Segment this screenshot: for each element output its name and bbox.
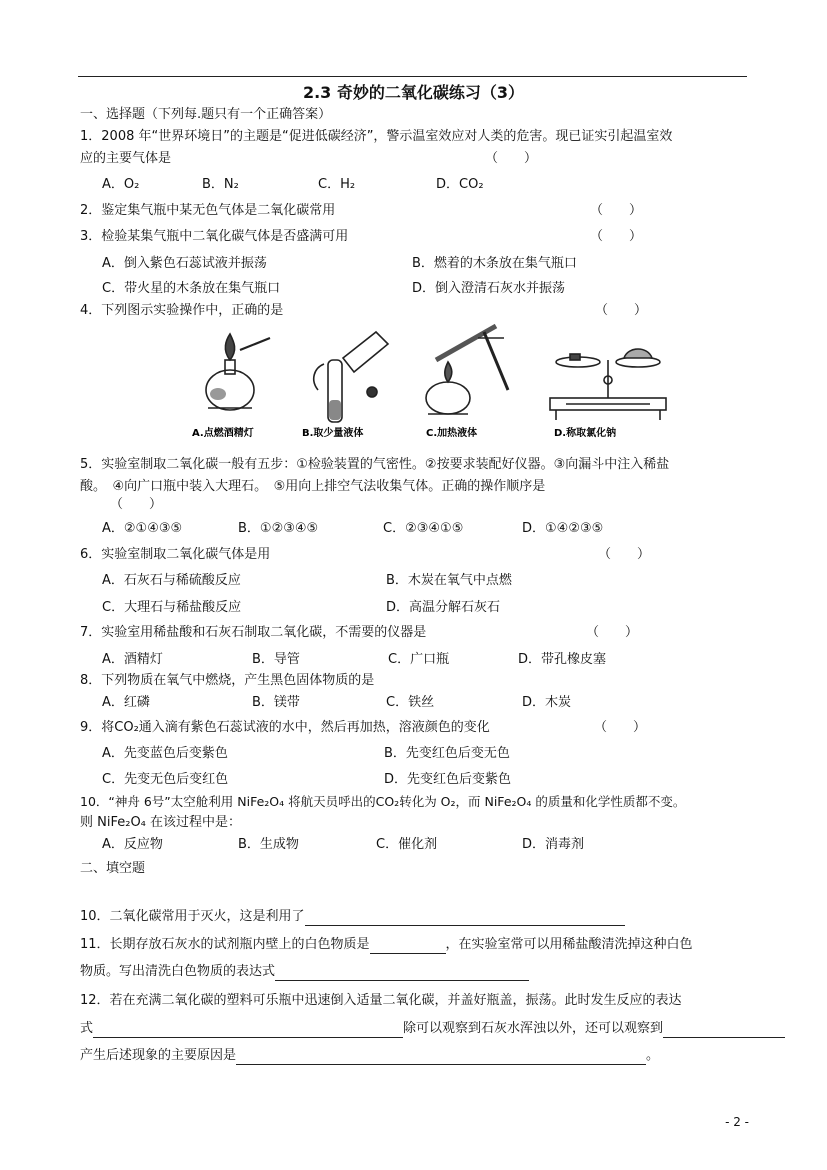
q6-text: 6．实验室制取二氧化碳气体是用 [80, 547, 271, 562]
q6-answer-paren: （ ） [598, 547, 651, 562]
section-fill-heading: 二、填空题 [80, 861, 146, 876]
section-choice-heading: 一、选择题（下列每.题只有一个正确答案） [80, 107, 332, 122]
alcohol-lamp-icon [206, 334, 270, 410]
q5-line1: 5．实验室制取二氧化碳一般有五步：①检验装置的气密性。②按要求装配好仪器。③向漏斗中注入稀盐 [80, 457, 670, 472]
q5-option-a: A．②①④③⑤ [102, 521, 183, 536]
f12-line2 [80, 1020, 785, 1038]
q9-option-c: C．先变无色后变红色 [102, 772, 229, 787]
f12-text-line2a: 式 [80, 1021, 94, 1036]
caption-a: A.点燃酒精灯 [192, 428, 254, 439]
q5-answer-paren: （ ） [110, 497, 163, 512]
q10-line1: 10．“神舟 6号”太空舱利用 NiFe₂O₄ 将航天员呼出的CO₂转化为 O₂，而 NiFe₂O₄ 的质量和化学性质都不变。 [80, 794, 686, 809]
q8-text: 8．下列物质在氧气中燃烧，产生黑色固体物质的是 [80, 673, 375, 688]
caption-d: D.称取氯化钠 [554, 428, 617, 439]
f12-text-line2b: 除可以观察到石灰水浑浊以外，还可以观察到 [403, 1021, 664, 1036]
page-title: 2.3 奇妙的二氧化碳练习（3） [302, 83, 525, 102]
f12-blank-equation[interactable] [93, 1023, 403, 1038]
q6-option-b: B．木炭在氧气中点燃 [386, 573, 512, 588]
caption-b: B.取少量液体 [302, 428, 364, 439]
q9-option-a: A．先变蓝色后变紫色 [102, 746, 228, 761]
q2-text: 2．鉴定集气瓶中某无色气体是二氧化碳常用 [80, 203, 336, 218]
q7-option-c: C．广口瓶 [388, 652, 450, 667]
f10-blank[interactable] [305, 911, 625, 926]
q9-option-b: B．先变红色后变无色 [384, 746, 510, 761]
q8-option-a: A．红磷 [102, 695, 150, 710]
f12-blank-observation[interactable] [663, 1023, 785, 1038]
q7-option-a: A．酒精灯 [102, 652, 163, 667]
q8-option-c: C．铁丝 [386, 695, 435, 710]
q10-line2: 则 NiFe₂O₄ 在该过程中是： [80, 815, 242, 830]
q7-text: 7．实验室用稀盐酸和石灰石制取二氧化碳，不需要的仪器是 [80, 625, 427, 640]
q7-option-d: D．带孔橡皮塞 [518, 652, 607, 667]
lab-operations-drawing [178, 320, 668, 442]
caption-c: C.加热液体 [426, 428, 478, 439]
q3-option-d: D．倒入澄清石灰水并振荡 [412, 281, 566, 296]
q6-option-d: D．高温分解石灰石 [386, 600, 501, 615]
q1-option-b: B．N₂ [202, 177, 239, 192]
q3-answer-paren: （ ） [590, 229, 643, 244]
f11-line1 [80, 936, 693, 954]
q8-option-d: D．木炭 [522, 695, 572, 710]
f11-blank-equation[interactable] [275, 966, 529, 981]
q2-answer-paren: （ ） [590, 203, 643, 218]
q1-line2: 应的主要气体是 [80, 151, 172, 166]
q1-line1: 1．2008 年“世界环境日”的主题是“促进低碳经济”，警示温室效应对人类的危害。现已证实引起温室效 [80, 129, 673, 144]
f11-text-line2: 物质。写出清洗白色物质的表达式 [80, 964, 276, 979]
f10-text: 10．二氧化碳常用于灭火，这是利用了 [80, 909, 305, 924]
q1-option-c: C．H₂ [318, 177, 356, 192]
q1-answer-paren: （ ） [485, 151, 538, 166]
q3-text: 3．检验某集气瓶中二氧化碳气体是否盛满可用 [80, 229, 349, 244]
q1-option-a: A．O₂ [102, 177, 140, 192]
header-rule [78, 76, 747, 77]
q6-option-a: A．石灰石与稀硫酸反应 [102, 573, 241, 588]
q4-text: 4．下列图示实验操作中，正确的是 [80, 303, 284, 318]
q1-option-d: D．CO₂ [436, 177, 484, 192]
balance-scale-icon [550, 349, 666, 420]
q8-option-b: B．镁带 [252, 695, 300, 710]
q7-option-b: B．导管 [252, 652, 300, 667]
q9-option-d: D．先变红色后变紫色 [384, 772, 512, 787]
f12-blank-reason[interactable] [236, 1050, 646, 1065]
f12-line3 [80, 1047, 659, 1065]
reagent-bottle-icon [314, 332, 388, 422]
q5-option-d: D．①④②③⑤ [522, 521, 604, 536]
page-number: - 2 - [725, 1115, 749, 1129]
q3-option-b: B．燃着的木条放在集气瓶口 [412, 256, 577, 271]
q5-line2: 酸。 ④向广口瓶中装入大理石。 ⑤用向上排空气法收集气体。正确的操作顺序是 [80, 479, 546, 494]
f12-text-line3a: 产生后述现象的主要原因是 [80, 1048, 237, 1063]
heating-tube-icon [426, 326, 508, 414]
q9-answer-paren: （ ） [594, 720, 647, 735]
q5-option-b: B．①②③④⑤ [238, 521, 319, 536]
q7-answer-paren: （ ） [586, 625, 639, 640]
f11-text-part2: ，在实验室常可以用稀盐酸清洗掉这种白色 [445, 937, 693, 952]
f11-line2 [80, 963, 529, 981]
q6-option-c: C．大理石与稀盐酸反应 [102, 600, 242, 615]
lab-operations-figure [178, 320, 668, 442]
q9-text: 9．将CO₂通入滴有紫色石蕊试液的水中，然后再加热，溶液颜色的变化 [80, 720, 490, 735]
q10-option-c: C．催化剂 [376, 837, 438, 852]
f11-text-part1: 11．长期存放石灰水的试剂瓶内壁上的白色物质是 [80, 937, 370, 952]
q4-answer-paren: （ ） [595, 303, 648, 318]
q10-option-a: A．反应物 [102, 837, 163, 852]
f10-line [80, 908, 625, 926]
q10-option-d: D．消毒剂 [522, 837, 585, 852]
q3-option-a: A．倒入紫色石蕊试液并振荡 [102, 256, 267, 271]
q3-option-c: C．带火星的木条放在集气瓶口 [102, 281, 281, 296]
f12-text-line3b: 。 [646, 1048, 660, 1063]
f12-line1: 12．若在充满二氧化碳的塑料可乐瓶中迅速倒入适量二氧化碳，并盖好瓶盖，振荡。此时发生反应的表达 [80, 993, 682, 1008]
f11-blank-substance[interactable] [370, 939, 446, 954]
q5-option-c: C．②③④①⑤ [383, 521, 464, 536]
q10-option-b: B．生成物 [238, 837, 299, 852]
